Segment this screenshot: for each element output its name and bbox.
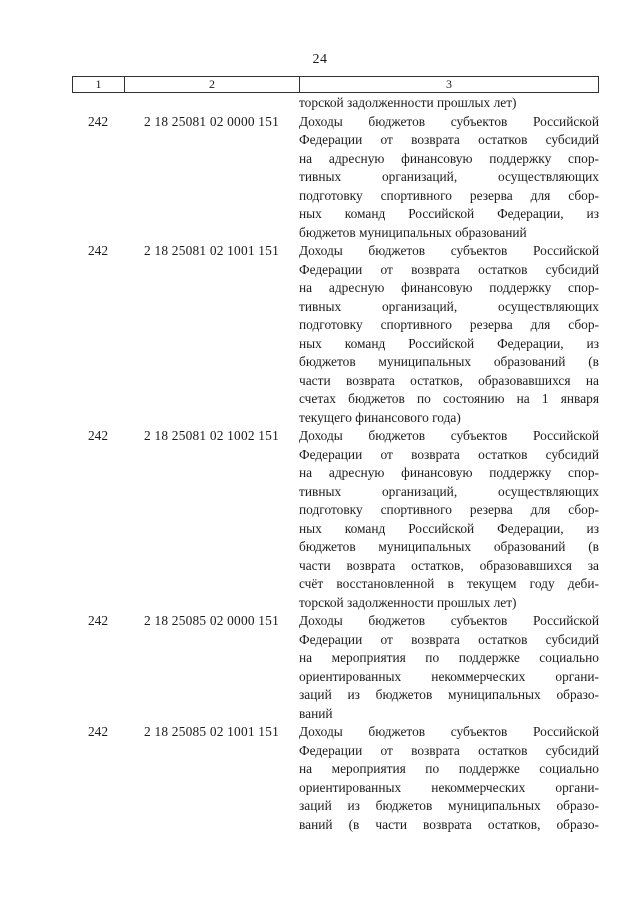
- description-line: ных команд Российской Федерации, из: [299, 335, 599, 351]
- description-line: бюджетов муниципальных образований (в: [299, 354, 599, 369]
- budget-classification-code-cell: 2 18 25085 02 1001 151: [144, 724, 279, 739]
- admin-code-cell: 242: [87, 113, 109, 129]
- description-line: ных команд Российской Федерации, из: [299, 520, 599, 536]
- description-line: ориентированных некоммерческих органи-: [299, 668, 599, 684]
- column-header-3: 3: [446, 77, 452, 91]
- description-line: на адресную финансовую поддержку спор-: [299, 465, 599, 480]
- admin-code-cell: 242: [87, 243, 109, 258]
- table-row: [72, 427, 599, 612]
- page-number: 24: [312, 52, 328, 67]
- column-header-1: 1: [73, 77, 125, 92]
- table-row: [72, 723, 599, 834]
- description-line: торской задолженности прошлых лет): [299, 594, 517, 610]
- description-line: на мероприятия по поддержке социально: [299, 761, 599, 776]
- description-line: Доходы бюджетов субъектов Российской: [299, 243, 599, 258]
- description-line: Федерации от возврата остатков субсидий: [299, 742, 599, 758]
- table-row: [72, 612, 599, 723]
- description-cell: [299, 427, 599, 612]
- description-line: подготовку спортивного резерва для сбор-: [299, 317, 599, 332]
- description-line: Доходы бюджетов субъектов Российской: [299, 724, 599, 739]
- description-line: заций из бюджетов муниципальных образо-: [299, 687, 599, 702]
- budget-classification-code-cell: 2 18 25081 02 1001 151: [144, 243, 279, 258]
- description-line: Федерации от возврата остатков субсидий: [299, 631, 599, 647]
- table-header-row: [72, 76, 599, 93]
- description-cell: [299, 242, 599, 427]
- description-line: ных команд Российской Федерации, из: [299, 206, 599, 221]
- description-cell: [299, 94, 599, 113]
- description-line: на мероприятия по поддержке социально: [299, 650, 599, 665]
- description-line: тивных организаций, осуществляющих: [299, 169, 599, 184]
- description-line: счёт восстановленной в текущем году деби-: [299, 576, 599, 591]
- description-line: бюджетов муниципальных образований (в: [299, 539, 599, 554]
- description-line: торской задолженности прошлых лет): [299, 95, 517, 110]
- description-line: подготовку спортивного резерва для сбор-: [299, 187, 599, 203]
- description-cell: [299, 113, 599, 243]
- table-body: [72, 94, 599, 834]
- description-line: Доходы бюджетов субъектов Российской: [299, 428, 599, 443]
- description-line: бюджетов муниципальных образований: [299, 224, 527, 240]
- table-row-continuation: [72, 94, 599, 113]
- description-line: Доходы бюджетов субъектов Российской: [299, 113, 599, 129]
- admin-code-cell: 242: [87, 428, 109, 443]
- description-line: тивных организаций, осуществляющих: [299, 483, 599, 499]
- description-line: на адресную финансовую поддержку спор-: [299, 150, 599, 166]
- description-line: части возврата остатков, образовавшихся на: [299, 372, 599, 388]
- description-line: Доходы бюджетов субъектов Российской: [299, 613, 599, 628]
- admin-code-cell: 242: [87, 613, 109, 628]
- column-header-2: 2: [125, 77, 300, 92]
- description-line: подготовку спортивного резерва для сбор-: [299, 502, 599, 517]
- admin-code-cell: 242: [87, 724, 109, 739]
- description-line: тивных организаций, осуществляющих: [299, 298, 599, 314]
- description-cell: [299, 612, 599, 723]
- description-line: ваний (в части возврата остатков, образо-: [299, 816, 599, 832]
- description-line: ориентированных некоммерческих органи-: [299, 779, 599, 795]
- budget-classification-code-cell: 2 18 25081 02 1002 151: [144, 428, 279, 443]
- budget-classification-code-cell: 2 18 25085 02 0000 151: [144, 613, 279, 628]
- description-line: Федерации от возврата остатков субсидий: [299, 446, 599, 462]
- description-line: ваний: [299, 705, 333, 721]
- description-cell: [299, 723, 599, 834]
- description-line: части возврата остатков, образовавшихся за: [299, 557, 599, 573]
- description-line: заций из бюджетов муниципальных образо-: [299, 798, 599, 813]
- description-line: Федерации от возврата остатков субсидий: [299, 261, 599, 277]
- table-row: [72, 113, 599, 243]
- description-line: текущего финансового года): [299, 409, 461, 425]
- description-line: Федерации от возврата остатков субсидий: [299, 132, 599, 147]
- description-line: счетах бюджетов по состоянию на 1 января: [299, 391, 599, 406]
- description-line: на адресную финансовую поддержку спор-: [299, 280, 599, 295]
- budget-classification-code-cell: 2 18 25081 02 0000 151: [144, 113, 279, 129]
- table-row: [72, 242, 599, 427]
